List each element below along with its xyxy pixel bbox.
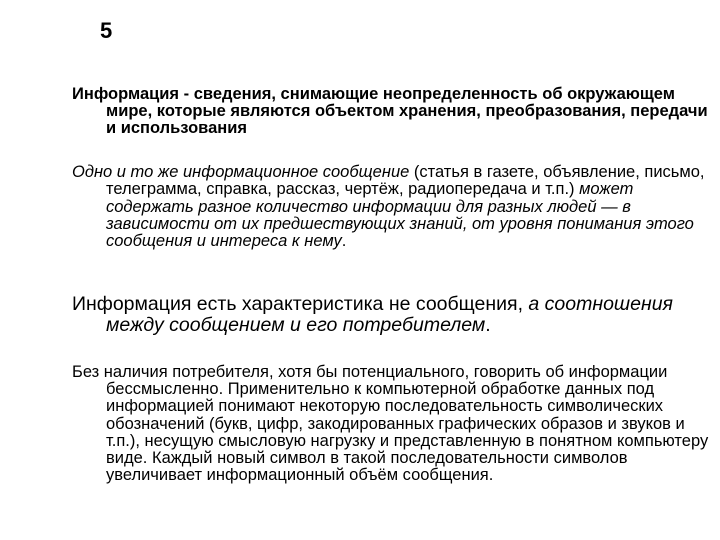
consumer-paragraph: Без наличия потребителя, хотя бы потенциального, говорить об информации бессмысленно. Применительно к компьютерной обработке данных под информацией понимают некоторую последовательность символических обозначений (букв, цифр, закодированных графических образов и звуков и т.п.), несущую смысловую нагрузку и представленную в понятном компьютеру виде. Каждый новый символ в такой последовательности символов увеличивает информационный объём сообщения.	[72, 363, 709, 485]
characteristic-paragraph	[72, 294, 716, 336]
slide-number: 5	[100, 18, 113, 43]
definition-paragraph: Информация - сведения, снимающие неопределенность об окружающем мире, которые являются объектом хранения, преобразования, передачи и использования	[72, 85, 708, 137]
characteristic-paragraph-start: Информация есть характеристика не сообщения,	[72, 293, 529, 315]
message-paragraph-examples: (статья в газете, объявление, письмо, телеграмма, справка, рассказ, чертёж, радиопередача и т.п.)	[106, 163, 705, 199]
message-paragraph-italic-start: Одно и то же информационное сообщение	[72, 163, 410, 181]
message-paragraph	[72, 164, 716, 250]
characteristic-paragraph-italic: а соотношения между сообщением и его потребителем	[106, 293, 673, 336]
characteristic-paragraph-period: .	[485, 314, 491, 336]
message-paragraph-period: .	[341, 232, 347, 251]
message-paragraph-italic-end: может содержать разное количество информации для разных людей — в зависимости от их предшествующих знаний, от уровня понимания этого сообщения и интереса к нему	[106, 180, 694, 251]
